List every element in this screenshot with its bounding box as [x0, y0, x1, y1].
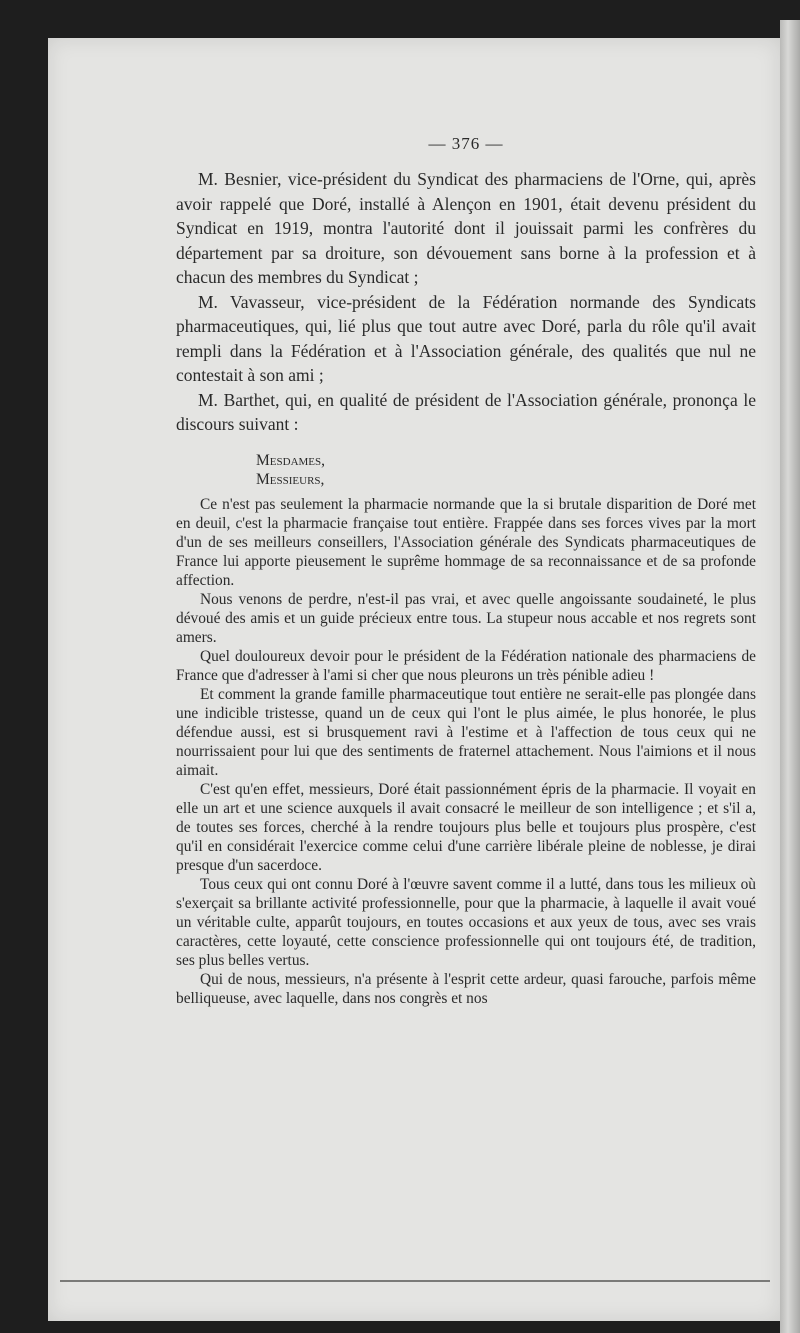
speech-paragraph: Qui de nous, messieurs, n'a présente à l'esprit cette ardeur, quasi farouche, parfois même belliqueuse, avec laquelle, dans nos congrès et nos [176, 970, 756, 1007]
paragraph-barthet: M. Barthet, qui, en qualité de président de l'Association générale, prononça le discours suivant : [176, 389, 756, 434]
speech-paragraph: C'est qu'en effet, messieurs, Doré était passionnément épris de la pharmacie. Il voyait en elle un art et une science auxquels il avait consacré le meilleur de son intelligence ; et s'il a, de toutes ses forces, cherché à la rendre toujours plus belle et toujours plus prospère, c'est qu'il en considérait l'exercice comme celui d'une carrière libérale pleine de noblesse, je dirai presque d'un sacerdoce. [176, 780, 756, 874]
speech-paragraph: Nous venons de perdre, n'est-il pas vrai, et avec quelle angoissante soudaineté, le plus dévoué des amis et un guide précieux entre tous. La stupeur nous accable et nos regrets sont amers. [176, 590, 756, 646]
paragraph-besnier: M. Besnier, vice-président du Syndicat des pharmaciens de l'Orne, qui, après avoir rappelé que Doré, installé à Alençon en 1901, était devenu président du Syndicat en 1919, montra l'autorité dont il jouissait parmi les confrères du département par sa droiture, son dévouement sans borne à la profession et à chacun des membres du Syndicat ; [176, 169, 756, 287]
salutation-line: Messieurs, [256, 470, 325, 488]
page-bottom-rule [60, 1280, 770, 1282]
book-page-edge [780, 20, 800, 1333]
salutation [256, 451, 756, 489]
speech-paragraph: Tous ceux qui ont connu Doré à l'œuvre savent comme il a lutté, dans tous les milieux où s'exerçait sa brillante activité professionnelle, pour que la pharmacie, à laquelle il avait voué un véritable culte, apparût toujours, en toutes occasions et aux yeux de tous, avec ses vrais caractères, cette loyauté, cette conscience professionnelle qui ont toujours été, de tradition, ses plus belles vertus. [176, 875, 756, 969]
page-content [176, 134, 756, 1008]
speech-paragraph: Ce n'est pas seulement la pharmacie normande que la si brutale disparition de Doré met en deuil, c'est la pharmacie française tout entière. Frappée dans ses forces vives par la mort d'un de ses meilleurs conseillers, l'Association générale des Syndicats pharmaceutiques de France lui apporte pieusement le suprême hommage de sa reconnaissance et de sa profonde affection. [176, 495, 756, 589]
speech [176, 495, 756, 1008]
speech-paragraph: Et comment la grande famille pharmaceutique tout entière ne serait-elle pas plongée dans une indicible tristesse, quand un de ceux qui l'ont le plus aimée, le plus honorée, le plus défendue aussi, est si brusquement ravi à l'estime et à l'affection de tous ceux qui ne nourrissaient pour lui que des sentiments de fraternel attachement. Nous l'aimions et il nous aimait. [176, 685, 756, 779]
salutation-line: Mesdames, [256, 451, 325, 469]
speech-paragraph: Quel douloureux devoir pour le président de la Fédération nationale des pharmaciens de France que d'adresser à l'ami si cher que nous pleurons un très pénible adieu ! [176, 647, 756, 684]
paragraph-vavasseur: M. Vavasseur, vice-président de la Fédération normande des Syndicats pharmaceutiques, qui, lié plus que tout autre avec Doré, parla du rôle qu'il avait rempli dans la Fédération et à l'Association générale, des qualités que nul ne contestait à son ami ; [176, 291, 756, 385]
page-number: — 376 — [428, 134, 504, 153]
